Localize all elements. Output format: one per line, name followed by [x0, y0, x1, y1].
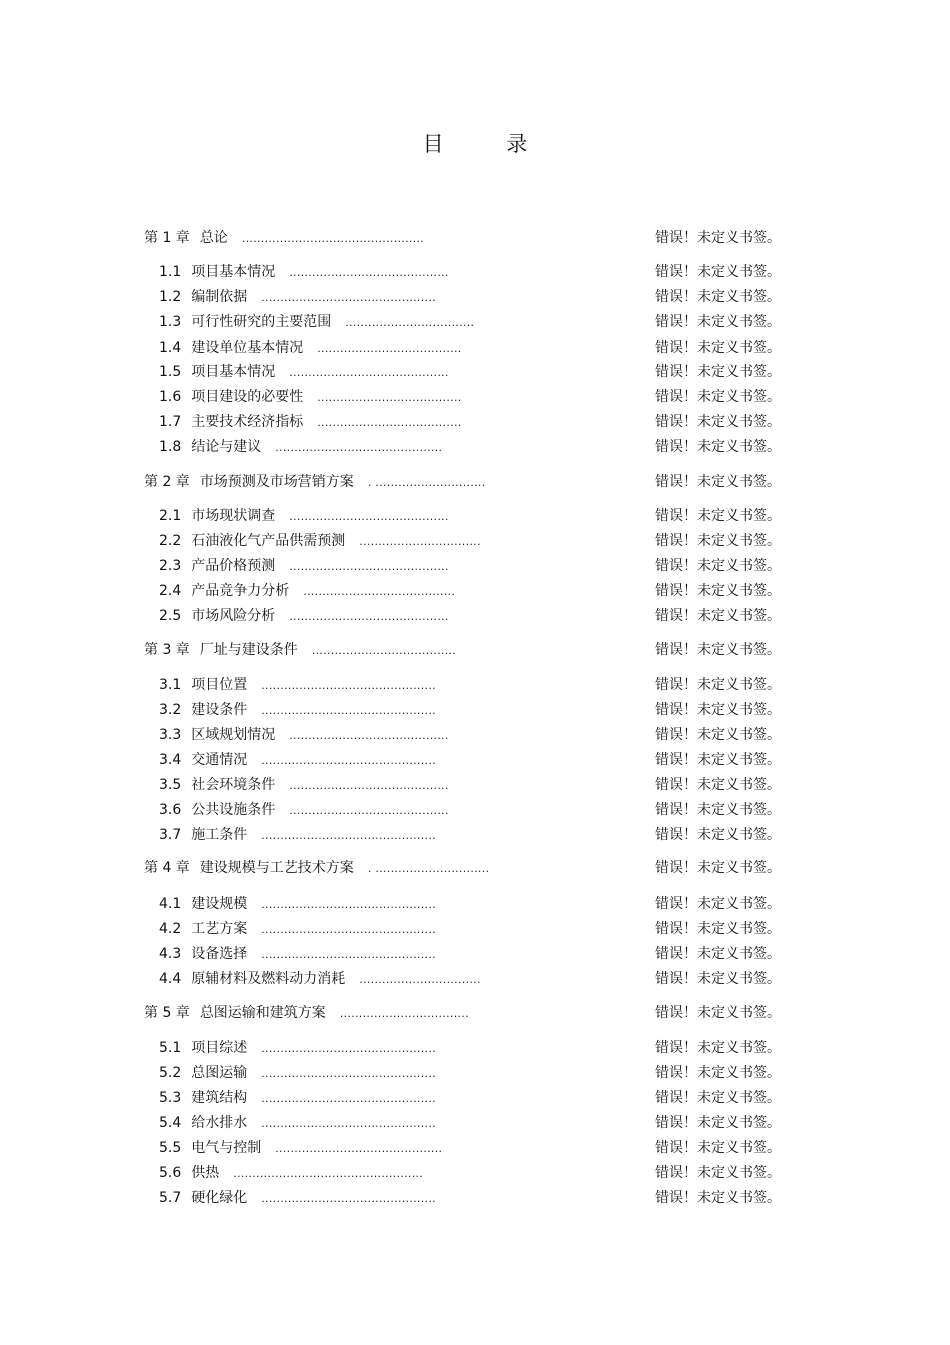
toc-entry-page-ref: 错误！未定义书签。 [655, 802, 781, 818]
toc-entry-number: 4.3 [159, 946, 182, 962]
toc-entry-title: 项目位置 [191, 677, 248, 693]
toc-entry-leader-dots: .............................................. [261, 923, 436, 936]
toc-entry-title: 项目综述 [191, 1040, 248, 1056]
toc-section-entry[interactable] [159, 675, 436, 695]
toc-section-entry[interactable] [159, 750, 436, 770]
toc-entry-title: 结论与建议 [191, 439, 262, 455]
toc-entry-title: 主要技术经济指标 [191, 414, 304, 430]
toc-section-entry[interactable] [159, 775, 449, 795]
toc-entry-page-ref: 错误！未定义书签。 [655, 896, 781, 912]
toc-entry-title: 电气与控制 [191, 1140, 262, 1156]
toc-section-entry[interactable] [159, 1088, 436, 1108]
toc-entry-title: 石油液化气产品供需预测 [191, 533, 346, 549]
toc-entry-leader-dots: .......................................... [289, 779, 449, 792]
toc-entry-leader-dots: .......................................... [289, 610, 449, 623]
toc-entry-page-ref: 错误！未定义书签。 [655, 230, 781, 246]
toc-section-entry[interactable] [159, 338, 462, 358]
toc-entry-leader-dots: . ............................. [367, 476, 486, 489]
toc-entry-title: 总图运输和建筑方案 [199, 1005, 326, 1021]
toc-entry-number: 5.3 [159, 1090, 182, 1106]
toc-section-entry[interactable] [159, 894, 436, 914]
toc-section-entry[interactable] [159, 1038, 436, 1058]
toc-entry-number: 4.1 [159, 896, 182, 912]
toc-section-entry[interactable] [159, 825, 436, 845]
toc-entry-page-ref: 错误！未定义书签。 [655, 389, 781, 405]
toc-entry-number: 3.4 [159, 752, 182, 768]
toc-entry-number: 2.2 [159, 533, 182, 549]
toc-section-entry[interactable] [159, 700, 436, 720]
toc-entry-page-ref: 错误！未定义书签。 [655, 583, 781, 599]
toc-entry-title: 供热 [191, 1165, 220, 1181]
toc-entry-page-ref: 错误！未定义书签。 [655, 642, 781, 658]
toc-entry-leader-dots: ................................ [359, 973, 481, 986]
page-title: 目 录 [422, 132, 556, 156]
toc-entry-page-ref: 错误！未定义书签。 [655, 860, 781, 876]
toc-entry-number: 3.6 [159, 802, 182, 818]
toc-section-entry[interactable] [159, 1113, 436, 1133]
toc-entry-page-ref: 错误！未定义书签。 [655, 777, 781, 793]
toc-entry-page-ref: 错误！未定义书签。 [655, 1065, 781, 1081]
toc-entry-page-ref: 错误！未定义书签。 [655, 827, 781, 843]
toc-entry-title: 原辅材料及燃料动力消耗 [191, 971, 346, 987]
toc-section-entry[interactable] [159, 606, 449, 626]
toc-entry-title: 市场预测及市场营销方案 [199, 474, 354, 490]
toc-section-entry[interactable] [159, 800, 449, 820]
toc-entry-title: 交通情况 [191, 752, 248, 768]
toc-entry-leader-dots: .............................................. [261, 704, 436, 717]
toc-section-entry[interactable] [159, 581, 455, 601]
toc-entry-leader-dots: .............................................. [261, 754, 436, 767]
toc-entry-title: 建设规模与工艺技术方案 [199, 860, 354, 876]
toc-entry-leader-dots: ...................................... [317, 391, 462, 404]
toc-section-entry[interactable] [159, 387, 462, 407]
toc-entry-title: 编制依据 [191, 289, 248, 305]
toc-entry-title: 总论 [199, 230, 228, 246]
toc-entry-leader-dots: .................................. [339, 1007, 469, 1020]
toc-entry-title: 社会环境条件 [191, 777, 276, 793]
toc-entry-number: 第 2 章 [144, 474, 190, 490]
toc-entry-leader-dots: .......................................... [289, 804, 449, 817]
toc-entry-page-ref: 错误！未定义书签。 [655, 921, 781, 937]
toc-entry-number: 1.7 [159, 414, 182, 430]
toc-entry-number: 1.6 [159, 389, 182, 405]
toc-entry-page-ref: 错误！未定义书签。 [655, 1165, 781, 1181]
toc-entry-title: 建设规模 [191, 896, 248, 912]
toc-entry-leader-dots: .......................................... [289, 266, 449, 279]
toc-entry-leader-dots: .............................................. [261, 679, 436, 692]
toc-entry-page-ref: 错误！未定义书签。 [655, 727, 781, 743]
toc-section-entry[interactable] [159, 725, 449, 745]
toc-entry-leader-dots: .............................................. [261, 898, 436, 911]
toc-entry-title: 建设单位基本情况 [191, 340, 304, 356]
toc-entry-title: 可行性研究的主要范围 [191, 314, 332, 330]
toc-section-entry[interactable] [159, 556, 449, 576]
toc-entry-number: 5.2 [159, 1065, 182, 1081]
toc-entry-leader-dots: . .............................. [367, 862, 490, 875]
toc-entry-page-ref: 错误！未定义书签。 [655, 264, 781, 280]
toc-entry-number: 第 5 章 [144, 1005, 190, 1021]
toc-entry-leader-dots: .................................................. [233, 1167, 424, 1180]
toc-entry-number: 3.5 [159, 777, 182, 793]
toc-chapter-entry[interactable] [144, 472, 486, 492]
toc-entry-number: 第 3 章 [144, 642, 190, 658]
toc-entry-number: 5.4 [159, 1115, 182, 1131]
toc-entry-page-ref: 错误！未定义书签。 [655, 677, 781, 693]
toc-entry-number: 3.3 [159, 727, 182, 743]
toc-entry-number: 第 1 章 [144, 230, 190, 246]
toc-entry-number: 5.5 [159, 1140, 182, 1156]
toc-entry-title: 给水排水 [191, 1115, 248, 1131]
toc-entry-page-ref: 错误！未定义书签。 [655, 971, 781, 987]
toc-section-entry[interactable] [159, 506, 449, 526]
toc-entry-page-ref: 错误！未定义书签。 [655, 1090, 781, 1106]
toc-section-entry[interactable] [159, 312, 474, 332]
toc-section-entry[interactable] [159, 969, 481, 989]
toc-entry-page-ref: 错误！未定义书签。 [655, 474, 781, 490]
toc-entry-page-ref: 错误！未定义书签。 [655, 608, 781, 624]
toc-section-entry[interactable] [159, 412, 462, 432]
toc-entry-page-ref: 错误！未定义书签。 [655, 340, 781, 356]
toc-entry-leader-dots: .............................................. [261, 1067, 436, 1080]
toc-chapter-entry[interactable] [144, 1003, 469, 1023]
toc-entry-title: 设备选择 [191, 946, 248, 962]
toc-entry-page-ref: 错误！未定义书签。 [655, 752, 781, 768]
toc-entry-number: 3.2 [159, 702, 182, 718]
toc-entry-number: 2.1 [159, 508, 182, 524]
toc-entry-page-ref: 错误！未定义书签。 [655, 439, 781, 455]
toc-entry-page-ref: 错误！未定义书签。 [655, 1115, 781, 1131]
toc-entry-page-ref: 错误！未定义书签。 [655, 946, 781, 962]
toc-entry-leader-dots: .............................................. [261, 1092, 436, 1105]
toc-entry-page-ref: 错误！未定义书签。 [655, 508, 781, 524]
toc-entry-leader-dots: .............................................. [261, 948, 436, 961]
toc-entry-page-ref: 错误！未定义书签。 [655, 414, 781, 430]
toc-section-entry[interactable] [159, 919, 436, 939]
toc-entry-page-ref: 错误！未定义书签。 [655, 1040, 781, 1056]
toc-entry-leader-dots: ...................................... [311, 644, 457, 657]
toc-entry-leader-dots: ............................................ [275, 441, 443, 454]
toc-entry-title: 产品竞争力分析 [191, 583, 290, 599]
toc-entry-leader-dots: .............................................. [261, 291, 436, 304]
toc-entry-leader-dots: .............................................. [261, 1042, 436, 1055]
toc-entry-page-ref: 错误！未定义书签。 [655, 1140, 781, 1156]
toc-entry-title: 施工条件 [191, 827, 248, 843]
toc-entry-number: 2.3 [159, 558, 182, 574]
toc-entry-title: 总图运输 [191, 1065, 248, 1081]
toc-entry-title: 硬化绿化 [191, 1190, 248, 1206]
toc-entry-title: 项目建设的必要性 [191, 389, 304, 405]
toc-chapter-entry[interactable] [144, 858, 489, 878]
toc-chapter-entry[interactable] [144, 228, 424, 248]
toc-entry-leader-dots: .......................................... [289, 729, 449, 742]
toc-entry-number: 3.7 [159, 827, 182, 843]
toc-entry-number: 4.4 [159, 971, 182, 987]
toc-entry-page-ref: 错误！未定义书签。 [655, 533, 781, 549]
toc-entry-number: 4.2 [159, 921, 182, 937]
toc-entry-title: 市场风险分析 [191, 608, 276, 624]
toc-entry-number: 5.7 [159, 1190, 182, 1206]
toc-section-entry[interactable] [159, 287, 436, 307]
toc-entry-leader-dots: .............................................. [261, 829, 436, 842]
toc-entry-leader-dots: ................................ [359, 535, 481, 548]
toc-entry-page-ref: 错误！未定义书签。 [655, 1190, 781, 1206]
toc-section-entry[interactable] [159, 1163, 423, 1183]
toc-entry-number: 3.1 [159, 677, 182, 693]
toc-entry-leader-dots: ...................................... [317, 416, 462, 429]
toc-entry-number: 1.3 [159, 314, 182, 330]
toc-entry-leader-dots: .......................................... [289, 510, 449, 523]
toc-section-entry[interactable] [159, 531, 481, 551]
toc-entry-title: 工艺方案 [191, 921, 248, 937]
toc-section-entry[interactable] [159, 362, 449, 382]
toc-entry-page-ref: 错误！未定义书签。 [655, 558, 781, 574]
toc-entry-leader-dots: .............................................. [261, 1117, 436, 1130]
toc-entry-number: 1.2 [159, 289, 182, 305]
toc-entry-number: 1.4 [159, 340, 182, 356]
toc-entry-leader-dots: ................................................ [241, 232, 425, 245]
toc-entry-page-ref: 错误！未定义书签。 [655, 1005, 781, 1021]
toc-entry-number: 5.1 [159, 1040, 182, 1056]
toc-entry-title: 建设条件 [191, 702, 248, 718]
toc-section-entry[interactable] [159, 437, 442, 457]
toc-entry-number: 1.5 [159, 364, 182, 380]
toc-entry-number: 1.1 [159, 264, 182, 280]
toc-entry-leader-dots: ............................................ [275, 1142, 443, 1155]
toc-entry-page-ref: 错误！未定义书签。 [655, 314, 781, 330]
toc-entry-title: 产品价格预测 [191, 558, 276, 574]
toc-entry-number: 2.5 [159, 608, 182, 624]
toc-section-entry[interactable] [159, 1138, 442, 1158]
toc-entry-title: 厂址与建设条件 [199, 642, 298, 658]
toc-entry-title: 区域规划情况 [191, 727, 276, 743]
toc-entry-number: 1.8 [159, 439, 182, 455]
toc-entry-number: 第 4 章 [144, 860, 190, 876]
toc-section-entry[interactable] [159, 1063, 436, 1083]
toc-entry-page-ref: 错误！未定义书签。 [655, 289, 781, 305]
toc-entry-leader-dots: .......................................... [289, 560, 449, 573]
toc-entry-number: 5.6 [159, 1165, 182, 1181]
toc-section-entry[interactable] [159, 262, 449, 282]
toc-entry-title: 市场现状调查 [191, 508, 276, 524]
toc-entry-title: 项目基本情况 [191, 264, 276, 280]
toc-entry-leader-dots: .............................................. [261, 1192, 436, 1205]
toc-entry-number: 2.4 [159, 583, 182, 599]
toc-section-entry[interactable] [159, 1188, 436, 1208]
toc-section-entry[interactable] [159, 944, 436, 964]
toc-entry-leader-dots: .................................. [345, 316, 475, 329]
toc-chapter-entry[interactable] [144, 640, 456, 660]
toc-entry-title: 公共设施条件 [191, 802, 276, 818]
toc-entry-title: 项目基本情况 [191, 364, 276, 380]
toc-entry-leader-dots: .......................................... [289, 366, 449, 379]
toc-entry-leader-dots: ...................................... [317, 342, 462, 355]
toc-entry-leader-dots: ........................................ [303, 585, 456, 598]
toc-entry-title: 建筑结构 [191, 1090, 248, 1106]
toc-entry-page-ref: 错误！未定义书签。 [655, 364, 781, 380]
toc-entry-page-ref: 错误！未定义书签。 [655, 702, 781, 718]
